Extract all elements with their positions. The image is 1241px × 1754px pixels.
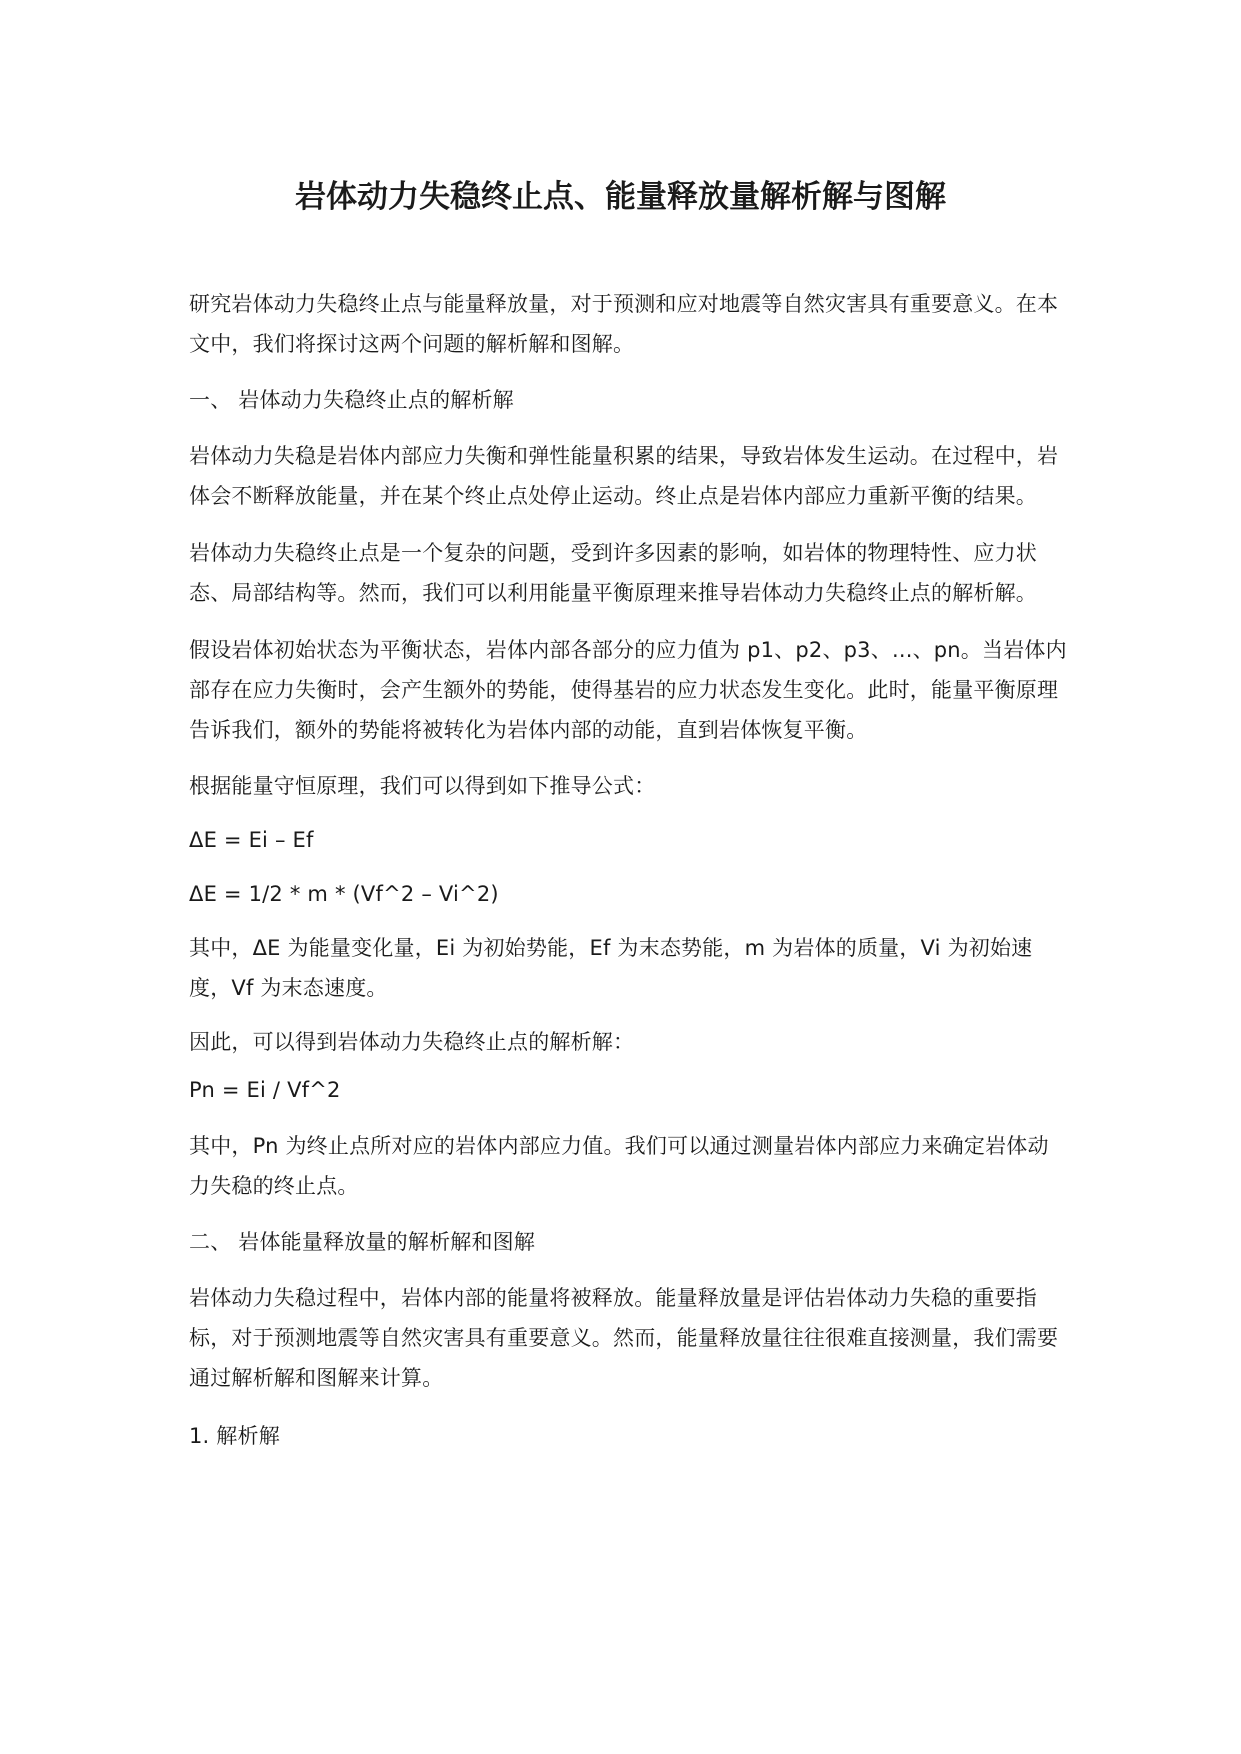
paragraph-variable-definitions: 其中，ΔE 为能量变化量，Ei 为初始势能，Ef 为末态势能，m 为岩体的质量，Vi 为初始速度，Vf 为末态速度。 (189, 936, 1033, 1000)
document-title: 岩体动力失稳终止点、能量释放量解析解与图解 (295, 179, 946, 215)
formula-pn: Pn = Ei / Vf^2 (189, 1078, 341, 1102)
paragraph-complexity: 岩体动力失稳终止点是一个复杂的问题，受到许多因素的影响，如岩体的物理特性、应力状态、局部结构等。然而，我们可以利用能量平衡原理来推导岩体动力失稳终止点的解析解。 (189, 541, 1037, 605)
intro-paragraph: 研究岩体动力失稳终止点与能量释放量，对于预测和应对地震等自然灾害具有重要意义。在本文中，我们将探讨这两个问题的解析解和图解。 (189, 292, 1059, 356)
subsection-1-heading: 1. 解析解 (189, 1424, 280, 1448)
formula-kinetic-energy: ΔE = 1/2 * m * (Vf^2 – Vi^2) (189, 882, 499, 906)
paragraph-energy-release: 岩体动力失稳过程中，岩体内部的能量将被释放。能量释放量是评估岩体动力失稳的重要指标，对于预测地震等自然灾害具有重要意义。然而，能量释放量往往很难直接测量，我们需要通过解析解和图解来计算。 (189, 1286, 1059, 1390)
paragraph-analytic-solution-intro: 因此，可以得到岩体动力失稳终止点的解析解： (189, 1030, 635, 1054)
formula-delta-e: ΔE = Ei – Ef (189, 828, 314, 852)
section-1-heading: 一、 岩体动力失稳终止点的解析解 (189, 388, 514, 412)
paragraph-instability-cause: 岩体动力失稳是岩体内部应力失衡和弹性能量积累的结果，导致岩体发生运动。在过程中，岩体会不断释放能量，并在某个终止点处停止运动。终止点是岩体内部应力重新平衡的结果。 (189, 444, 1059, 508)
paragraph-energy-conservation: 根据能量守恒原理，我们可以得到如下推导公式： (189, 774, 656, 798)
section-2-heading: 二、 岩体能量释放量的解析解和图解 (189, 1230, 536, 1254)
paragraph-assumption: 假设岩体初始状态为平衡状态，岩体内部各部分的应力值为 p1、p2、p3、...、pn。当岩体内部存在应力失衡时，会产生额外的势能，使得基岩的应力状态发生变化。此时，能量平衡原理告诉我们，额外的势能将被转化为岩体内部的动能，直到岩体恢复平衡。 (189, 638, 1067, 742)
document-body (189, 284, 1069, 1456)
paragraph-pn-definition: 其中，Pn 为终止点所对应的岩体内部应力值。我们可以通过测量岩体内部应力来确定岩体动力失稳的终止点。 (189, 1134, 1049, 1198)
